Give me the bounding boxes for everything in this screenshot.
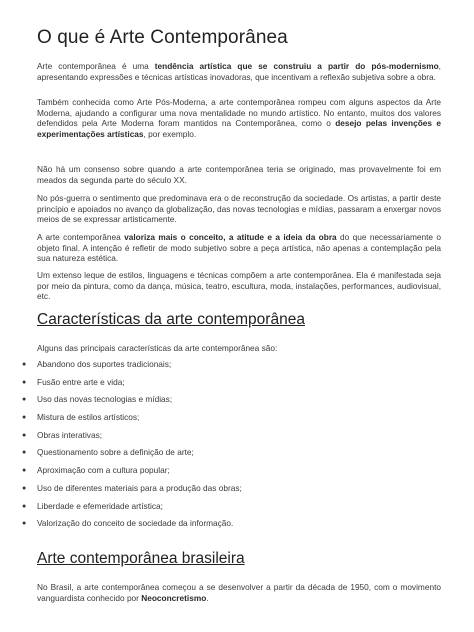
list-item xyxy=(0,374,474,392)
bullet-icon: ● xyxy=(22,449,27,457)
paragraph xyxy=(37,270,441,302)
list-item xyxy=(0,498,474,516)
bullet-icon: ● xyxy=(22,396,27,404)
text-run: No pós-guerra o sentimento que predominava era o de reconstrução da sociedade. Os artistas, a partir deste princípio e apoiados no avanço da globalização, das novas tecnologias e mídias, passaram a enxergar novos meios de se expressar artisticamente. xyxy=(37,193,441,225)
bullet-icon: ● xyxy=(22,361,27,368)
paragraph xyxy=(37,193,441,225)
section-heading-brazil: Arte contemporânea brasileira xyxy=(37,550,245,567)
text-run: Não há um consenso sobre quando a arte contemporânea teria se originado, mas provavelmente foi em meados da segunda parte do século XX. xyxy=(37,164,441,185)
text-run: Arte contemporânea é uma xyxy=(37,61,155,71)
list-item-text: Fusão entre arte e vida; xyxy=(37,376,125,387)
list-item xyxy=(0,444,474,462)
bullet-icon: ● xyxy=(22,502,27,510)
list-item-text: Abandono dos suportes tradicionais; xyxy=(37,359,172,369)
text-run: . xyxy=(206,592,209,603)
list-item-text: Uso de diferentes materiais para a produção das obras; xyxy=(37,482,242,493)
section-heading-features: Características da arte contemporânea xyxy=(37,311,305,328)
brazil-paragraph xyxy=(37,582,441,603)
features-intro: Alguns das principais características da arte contemporânea são: xyxy=(37,343,278,353)
paragraph xyxy=(37,164,441,185)
list-item xyxy=(0,391,474,409)
bullet-icon: ● xyxy=(22,378,27,386)
text-run: Também conhecida como Arte Pós-Moderna, a arte contemporânea rompeu com alguns aspectos da Arte Moderna, ajudando a configurar uma nova mentalidade no mundo artístico. No entanto, muitos dos valores defendidos pela Arte Moderna foram mantidos na Contemporânea, como o xyxy=(37,97,441,129)
list-item-text: Valorização do conceito de sociedade da informação. xyxy=(37,518,234,529)
text-run: A arte contemporânea xyxy=(37,232,125,242)
paragraph xyxy=(37,97,441,139)
list-item xyxy=(0,409,474,427)
list-item-text: Mistura de estilos artísticos; xyxy=(37,412,140,423)
list-item-text: Aproximação com a cultura popular; xyxy=(37,465,170,476)
list-item-text: Questionamento sobre a definição de arte; xyxy=(37,447,194,458)
list-item-text: Obras interativas; xyxy=(37,429,103,440)
paragraph xyxy=(37,232,441,264)
features-list xyxy=(0,356,474,533)
list-item-text: Uso das novas tecnologias e mídias; xyxy=(37,394,173,405)
bold-text: desejo pelas invenções e experimentações artísticas xyxy=(37,118,441,139)
text-run: do que necessariamente o objeto final. A intenção é refletir de modo subjetivo sobre a peça artística, não apenas a contemplação pela sua natureza estética. xyxy=(37,232,441,264)
text-run: , por exemplo. xyxy=(143,128,197,139)
list-item xyxy=(0,356,474,374)
list-item-text: Liberdade e efemeridade artística; xyxy=(37,500,163,511)
bold-text: valoriza mais o conceito, a atitude e a ideia da obra xyxy=(124,232,337,242)
bullet-icon: ● xyxy=(22,414,27,422)
bullet-icon: ● xyxy=(22,431,27,439)
paragraph xyxy=(37,61,441,82)
bullet-icon: ● xyxy=(22,467,27,475)
text-run: , apresentando expressões e técnicas artísticas inovadoras, que incentivam a reflexão subjetiva sobre a obra. xyxy=(37,61,441,82)
page-title: O que é Arte Contemporânea xyxy=(37,27,288,48)
list-item xyxy=(0,480,474,498)
list-item xyxy=(0,427,474,445)
bullet-icon: ● xyxy=(22,520,27,528)
list-item xyxy=(0,515,474,533)
bullet-icon: ● xyxy=(22,484,27,492)
bold-text: tendência artística que se construiu a partir do pós-modernismo xyxy=(154,61,439,71)
list-item xyxy=(0,462,474,480)
text-run: No Brasil, a arte contemporânea começou a se desenvolver a partir da década de 1950, com o movimento vanguardista conhecido por xyxy=(37,582,441,603)
text-run: Um extenso leque de estilos, linguagens e técnicas compõem a arte contemporânea. Ela é manifestada seja por meio da pintura, como da dança, música, teatro, escultura, moda, instalações, performances, audiovisual, etc. xyxy=(37,270,441,302)
bold-text: Neoconcretismo xyxy=(141,592,207,603)
